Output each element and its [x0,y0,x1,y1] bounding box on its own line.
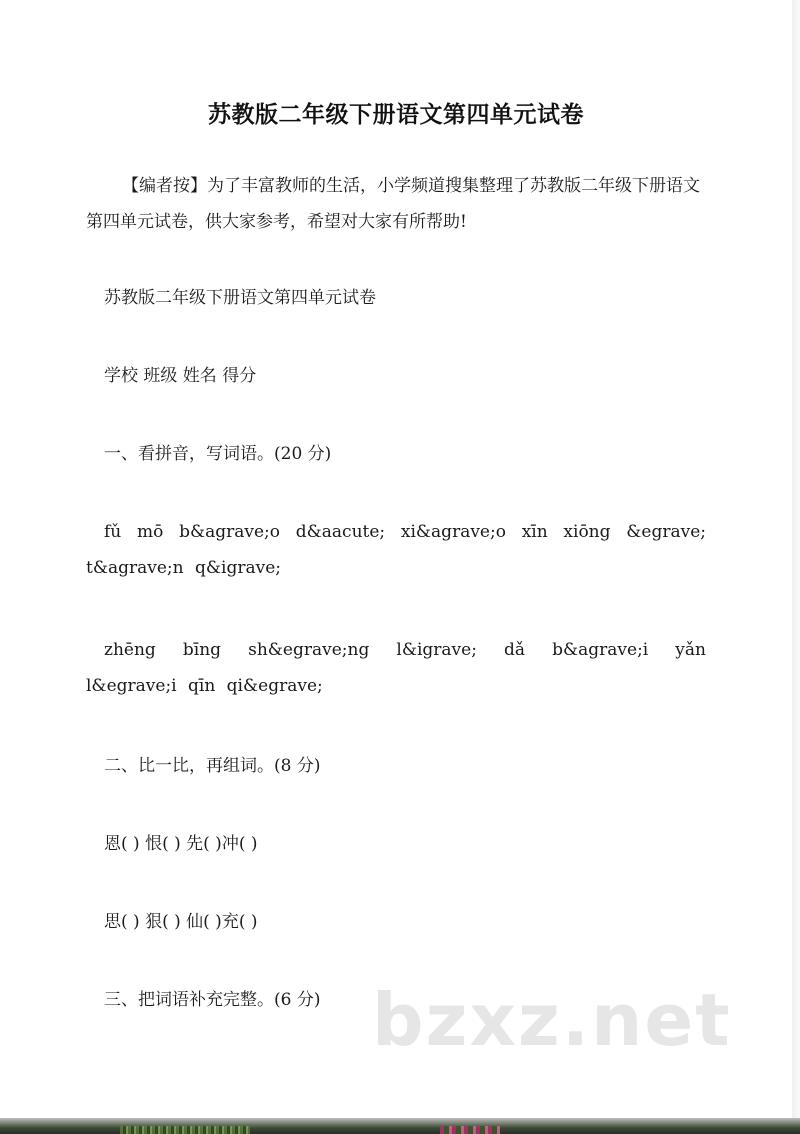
flower-decoration [440,1126,500,1134]
section3-heading: 三、把词语补充完整。(6 分) [104,990,321,1010]
exam-subtitle: 苏教版二年级下册语文第四单元试卷 [104,288,376,308]
section2-heading: 二、比一比，再组词。(8 分) [104,756,321,776]
editor-note: 【编者按】为了丰富教师的生活，小学频道搜集整理了苏教版二年级下册语文第四单元试卷，供大家参考，希望对大家有所帮助! [86,176,700,232]
section1-heading: 一、看拼音，写词语。(20 分) [104,444,332,464]
compare-row-1: 恩( ) 恨( ) 先( )冲( ) [104,834,258,854]
pinyin-line-1: fǔ mō b&agrave;o d&aacute; xi&agrave;o xīn xiōng &egrave; t&agrave;n q&igrave; [86,522,706,578]
page-shadow-edge [792,0,800,1118]
student-info-line: 学校 班级 姓名 得分 [104,366,257,386]
compare-row-2: 思( ) 狠( ) 仙( )充( ) [104,912,258,932]
page-title: 苏教版二年级下册语文第四单元试卷 [208,102,584,128]
grass-decoration [120,1126,250,1134]
site-watermark: bzxz.net [372,978,732,1062]
bottom-background-strip [0,1118,800,1134]
pinyin-line-2: zhēng bīng sh&egrave;ng l&igrave; dǎ b&agrave;i yǎn l&egrave;i qīn qi&egrave; [86,640,706,696]
